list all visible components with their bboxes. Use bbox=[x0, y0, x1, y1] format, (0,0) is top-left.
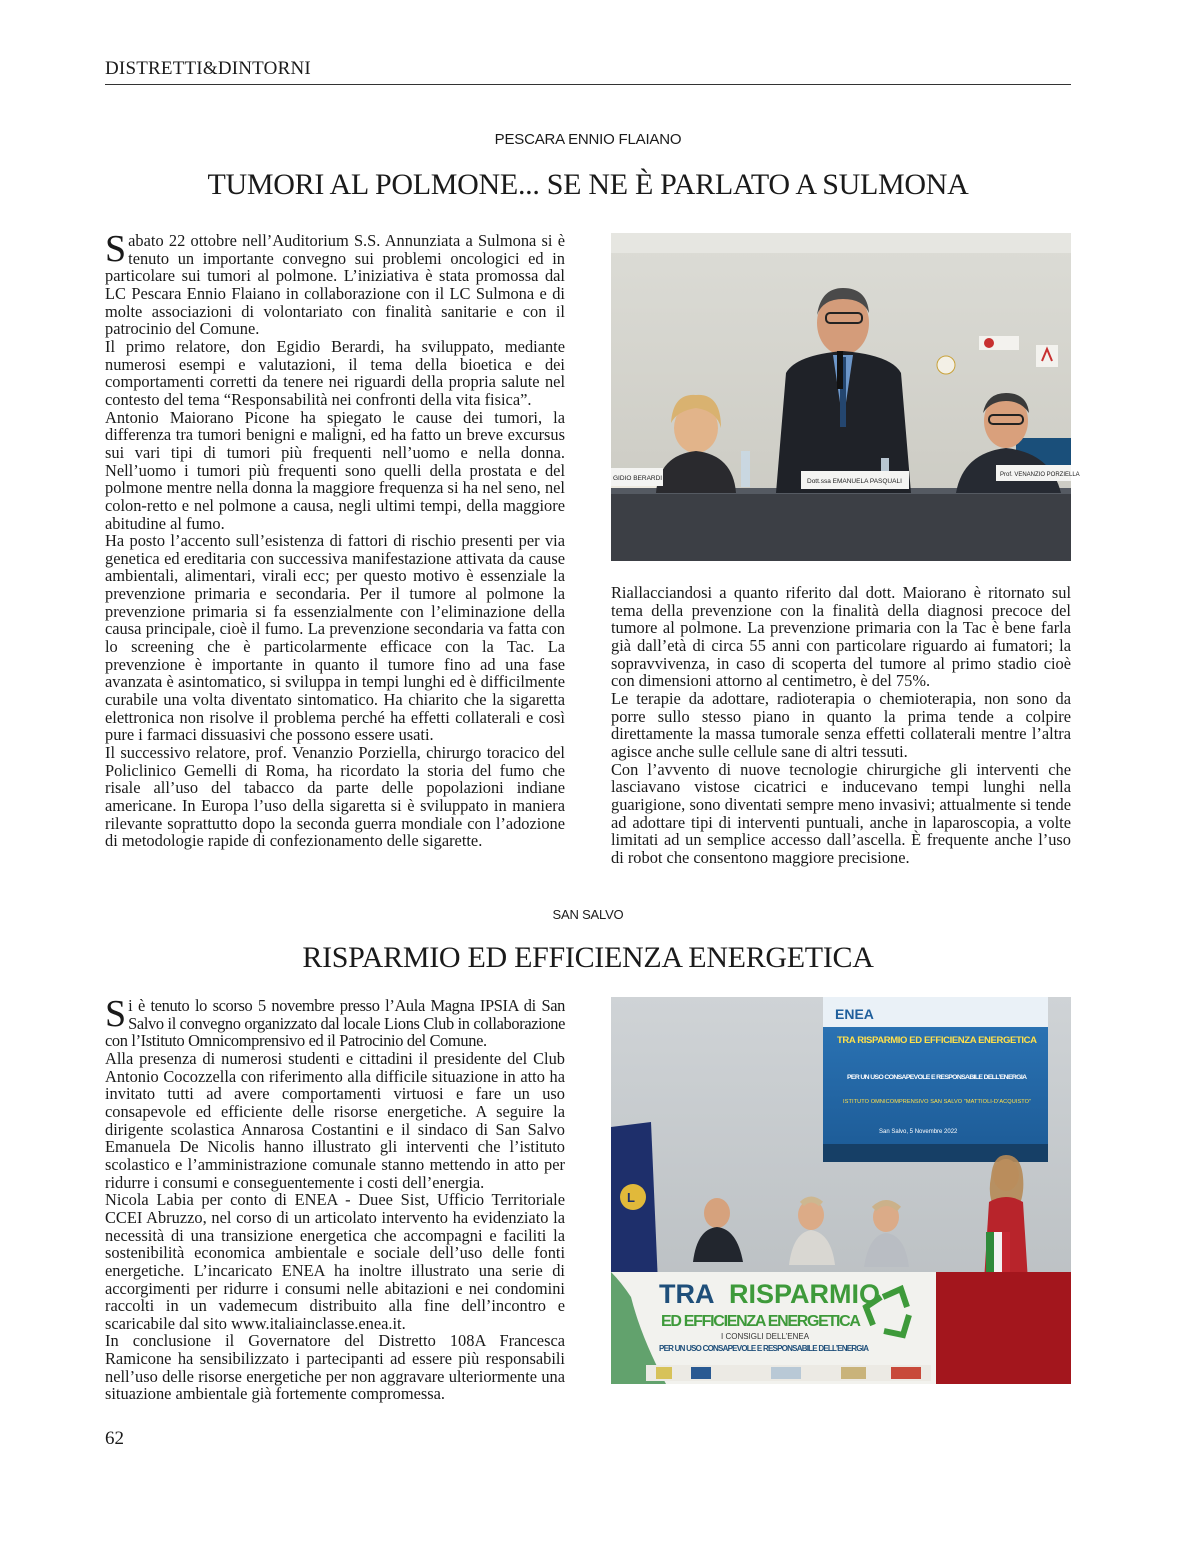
page-number: 62 bbox=[105, 1428, 124, 1449]
conference-photo bbox=[611, 233, 1080, 561]
article1-paragraph: Il primo relatore, don Egidio Berardi, ha sviluppato, mediante numerosi esempi e valutazioni, il tema della bioetica e dei comportamenti corretti da tenere nei riguardi della propria salute nel contesto del tema “Responsabilità nei confronti della vita fisica”. bbox=[105, 336, 565, 409]
article2-paragraph: Alla presenza di numerosi studenti e cittadini il presidente del Club Antonio Cocozzella con riferimento alla difficile situazione in atto ha invitato tutti ad avere comportamenti virtuosi e fare un uso consapevole ed efficiente delle risorse energetiche. A seguire la dirigente scolastica Annarosa Costantini e il sindaco di San Salvo Emanuela De Nicolis hanno illustrato gli interventi che l’istituto scolastico e l’amministrazione comunale stanno mettendo in atto per ridurre i consumi e conseguentemente i costi dell’energia. bbox=[105, 1048, 565, 1192]
banner-efficienza: ED EFFICIENZA ENERGETICA bbox=[661, 1313, 861, 1330]
section-title: DISTRETTI&DINTORNI bbox=[105, 58, 311, 79]
screen-subtitle: PER UN USO CONSAPEVOLE E RESPONSABILE DELL’ENERGIA bbox=[847, 1074, 1027, 1081]
banner-risparmio: RISPARMIO bbox=[729, 1279, 881, 1309]
svg-text:L: L bbox=[627, 1190, 635, 1205]
article2-headline: RISPARMIO ED EFFICIENZA ENERGETICA bbox=[302, 941, 874, 974]
article2-kicker: SAN SALVO bbox=[552, 907, 624, 922]
enea-logo: ENEA bbox=[835, 1006, 874, 1022]
article2-paragraph: In conclusione il Governatore del Distretto 108A Francesca Ramicone ha sensibilizzato i partecipanti ad essere più responsabili nell’uso delle risorse energetiche per non aggravare ulteriormente una situazione ambientale già fortemente compromessa. bbox=[105, 1331, 565, 1404]
running-header bbox=[105, 58, 1071, 85]
screen-title: TRA RISPARMIO ED EFFICIENZA ENERGETICA bbox=[837, 1035, 1037, 1046]
energy-conference-photo bbox=[611, 997, 1071, 1384]
banner-subtitle: PER UN USO CONSAPEVOLE E RESPONSABILE DELL’ENERGIA bbox=[659, 1344, 869, 1353]
article1-right-column bbox=[611, 584, 1071, 867]
article2-column bbox=[105, 993, 565, 1404]
article1-paragraph: Sabato 22 ottobre nell’Auditorium S.S. Annunziata a Sulmona si è tenuto un importante convegno sui problemi oncologici ed in particolare sui tumori al polmone. L’iniziativa è stata promossa dal LC Pescara Ennio Flaiano in collaborazione con il LC Sulmona e di molte associazioni di volontariato con finalità sanitarie e con il patrocinio del Comune. bbox=[105, 228, 565, 339]
article1-paragraph: Ha posto l’accento sull’esistenza di fattori di rischio presenti per via genetica ed ereditaria con successiva manifestazione attivata da cause ambientali, alimentari, virali ecc; per questo motivo è essenziale la prevenzione primaria e secondaria. Per il tumore al polmone la prevenzione primaria si fa essenzialmente con l’eliminazione della causa principale, cioè il fumo. La prevenzione secondaria va fatta con lo screening che è particolarmente efficace con la Tac. La prevenzione è importante in quanto il tumore fino ad una fase avanzata è asintomatico, si sviluppa in tempi lunghi ed è difficilmente curabile una volta diventato sintomatico. Ha chiarito che la sigaretta elettronica non risolve il problema perché ha effetti collaterali e così pure i farmaci dissuasivi che possono essere usati. bbox=[105, 531, 565, 745]
screen-date: San Salvo, 5 Novembre 2022 bbox=[879, 1129, 958, 1135]
article1-left-column bbox=[105, 228, 565, 851]
article1-paragraph: Le terapie da adottare, radioterapia o chemioterapia, non sono da porre sullo stesso piano in quanto la prima tende a colpire direttamente la massa tumorale senza effetti collaterali mentre l’altra agisce anche sulle cellule sane di altri tessuti. bbox=[611, 688, 1071, 761]
article1-kicker: PESCARA ENNIO FLAIANO bbox=[494, 131, 682, 148]
dropcap: S bbox=[105, 228, 127, 270]
article1-paragraph: Riallacciandosi a quanto riferito dal dott. Maiorano è ritornato sul tema della prevenzione con la finalità della diagnosi precoce del tumore al polmone. La prevenzione primaria con la Tac è bene farla già dall’età di circa 55 anni con particolare riguardo ai fumatori; la sopravvivenza, in caso di scoperta del tumore al primo stadio cioè con dimensioni attorno al centimetro, è del 75%. bbox=[611, 583, 1071, 691]
article2-paragraph: Nicola Labia per conto di ENEA - Duee Sist, Ufficio Territoriale CCEI Abruzzo, nel corso di un articolato intervento ha evidenziato la necessità di una transizione energetica che accompagni e faciliti la sostenibilità economica ambientale e sociale dell’uso delle fonti energetiche. L’incaricato ENEA ha inoltre illustrato una serie di accorgimenti per ridurre i consumi nelle abitazioni e nei condomini raccolti in un vademecum distribuito alla fine dell’incontro e scaricabile dal sito www.italiainclasse.enea.it. bbox=[105, 1190, 565, 1333]
placard-pasquali: Dott.ssa EMANUELA PASQUALI bbox=[807, 478, 902, 485]
article1-headline: TUMORI AL POLMONE... SE NE È PARLATO A SULMONA bbox=[207, 168, 969, 201]
article2-paragraph: Si è tenuto lo scorso 5 novembre presso l’Aula Magna IPSIA di San Salvo il convegno organizzato dal locale Lions Club in collaborazione con l’Istituto Omnicomprensivo ed il Patrocinio del Comune. bbox=[105, 993, 565, 1051]
article1-paragraph: Antonio Maiorano Picone ha spiegato le cause dei tumori, la differenza tra tumori benigni e maligni, ed ha fatto un breve excursus sui vari tipi di tumori più frequenti nell’uomo e nella donna. Nell’uomo i tumori più frequenti sono quelli della prostata e del polmone mentre nella donna la maggiore frequenza si ha nel seno, nel colon-retto e nel polmone a causa, negli ultimi tempi, della maggiore abitudine al fumo. bbox=[105, 407, 565, 533]
article1-paragraph: Il successivo relatore, prof. Venanzio Porziella, chirurgo toracico del Policlinico Gemelli di Roma, ha ricordato la storia del fumo che risale all’uso del tabacco da parte delle popolazioni indiane americane. In Europa l’uso della sigaretta si è sviluppato in maniera rilevante soprattutto dopo la seconda guerra mondiale con l’adozione di metodologie rapide di confezionamento delle sigarette. bbox=[105, 743, 565, 851]
banner-consigli: I CONSIGLI DELL’ENEA bbox=[721, 1332, 810, 1341]
placard-berardi: GIDIO BERARDI bbox=[613, 475, 663, 482]
screen-school: ISTITUTO OMNICOMPRENSIVO SAN SALVO “MATTIOLI-D’ACQUISTO” bbox=[843, 1099, 1031, 1105]
placard-porziella: Prof. VENANZIO PORZIELLA bbox=[1000, 472, 1080, 478]
banner-tra: TRA bbox=[659, 1279, 715, 1309]
article1-paragraph: Con l’avvento di nuove tecnologie chirurgiche gli interventi che lasciavano vistose cicatrici e inducevano tempi lunghi nella guarigione, sono diventati sempre meno invasivi; attualmente si tende ad adottare tipi di interventi puntuali, anche in laparoscopia, a volte limitati ad un semplice accesso dall’ascella. È frequente anche l’uso di robot che consentono maggiore precisione. bbox=[611, 759, 1071, 867]
dropcap: S bbox=[105, 993, 127, 1035]
